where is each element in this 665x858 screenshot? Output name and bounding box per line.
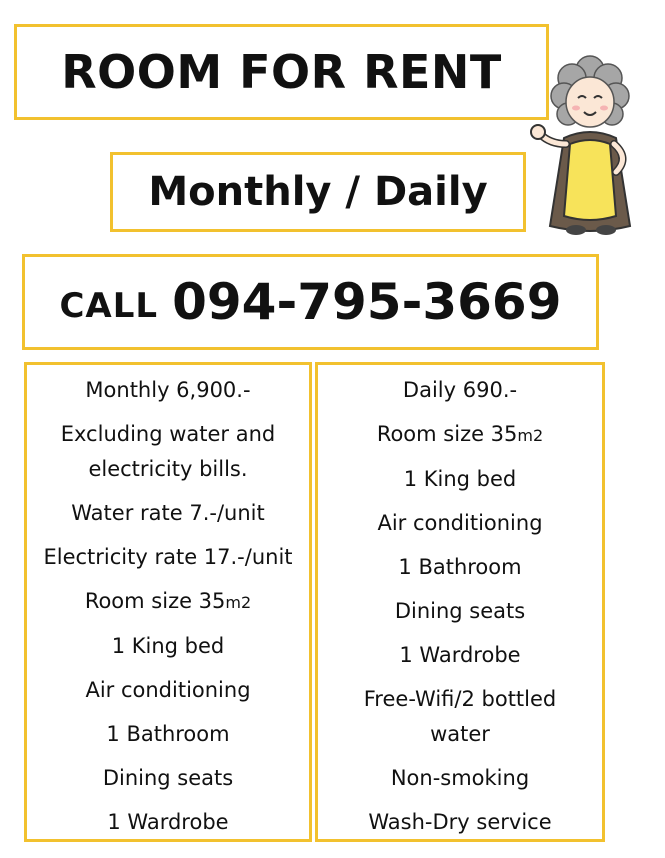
page-title: ROOM FOR RENT	[61, 45, 502, 99]
daily-bathroom: 1 Bathroom	[398, 555, 522, 579]
monthly-price: Monthly 6,900.-	[85, 378, 251, 402]
subtitle: Monthly / Daily	[148, 169, 488, 215]
left-foot	[566, 225, 586, 235]
monthly-bathroom: 1 Bathroom	[106, 722, 230, 746]
monthly-aircon: Air conditioning	[85, 678, 251, 702]
monthly-bed: 1 King bed	[111, 634, 225, 658]
daily-column	[315, 362, 605, 842]
call-box	[22, 254, 599, 350]
daily-room-size-text: Room size 35	[376, 422, 518, 446]
hand	[531, 125, 545, 139]
monthly-wardrobe: 1 Wardrobe	[107, 810, 229, 834]
daily-bed: 1 King bed	[403, 467, 517, 491]
call-label: CALL	[59, 286, 159, 326]
grandmother-illustration	[524, 40, 656, 236]
monthly-column	[24, 362, 312, 842]
daily-wifi-water: Free-Wifi/2 bottled water	[363, 687, 557, 746]
monthly-room-size	[77, 584, 259, 620]
subtitle-box	[110, 152, 526, 232]
title-box	[14, 24, 549, 120]
apron-shape	[564, 140, 616, 220]
monthly-room-size-text: Room size 35	[84, 589, 226, 613]
daily-wash-dry: Wash-Dry service	[368, 810, 552, 834]
daily-aircon: Air conditioning	[377, 511, 543, 535]
monthly-room-size-unit: m2	[225, 593, 252, 612]
monthly-bills-note: Excluding water and electricity bills.	[60, 422, 276, 481]
monthly-water-rate: Water rate 7.-/unit	[71, 501, 265, 525]
daily-price: Daily 690.-	[402, 378, 518, 402]
daily-room-size-unit: m2	[517, 426, 544, 445]
daily-room-size	[369, 417, 551, 453]
daily-wardrobe: 1 Wardrobe	[399, 643, 521, 667]
phone-number: 094-795-3669	[172, 273, 562, 331]
face	[566, 77, 614, 127]
monthly-dining: Dining seats	[102, 766, 234, 790]
daily-non-smoking: Non-smoking	[390, 766, 530, 790]
right-foot	[596, 225, 616, 235]
daily-dining: Dining seats	[394, 599, 526, 623]
monthly-electricity-rate: Electricity rate 17.-/unit	[43, 545, 293, 569]
